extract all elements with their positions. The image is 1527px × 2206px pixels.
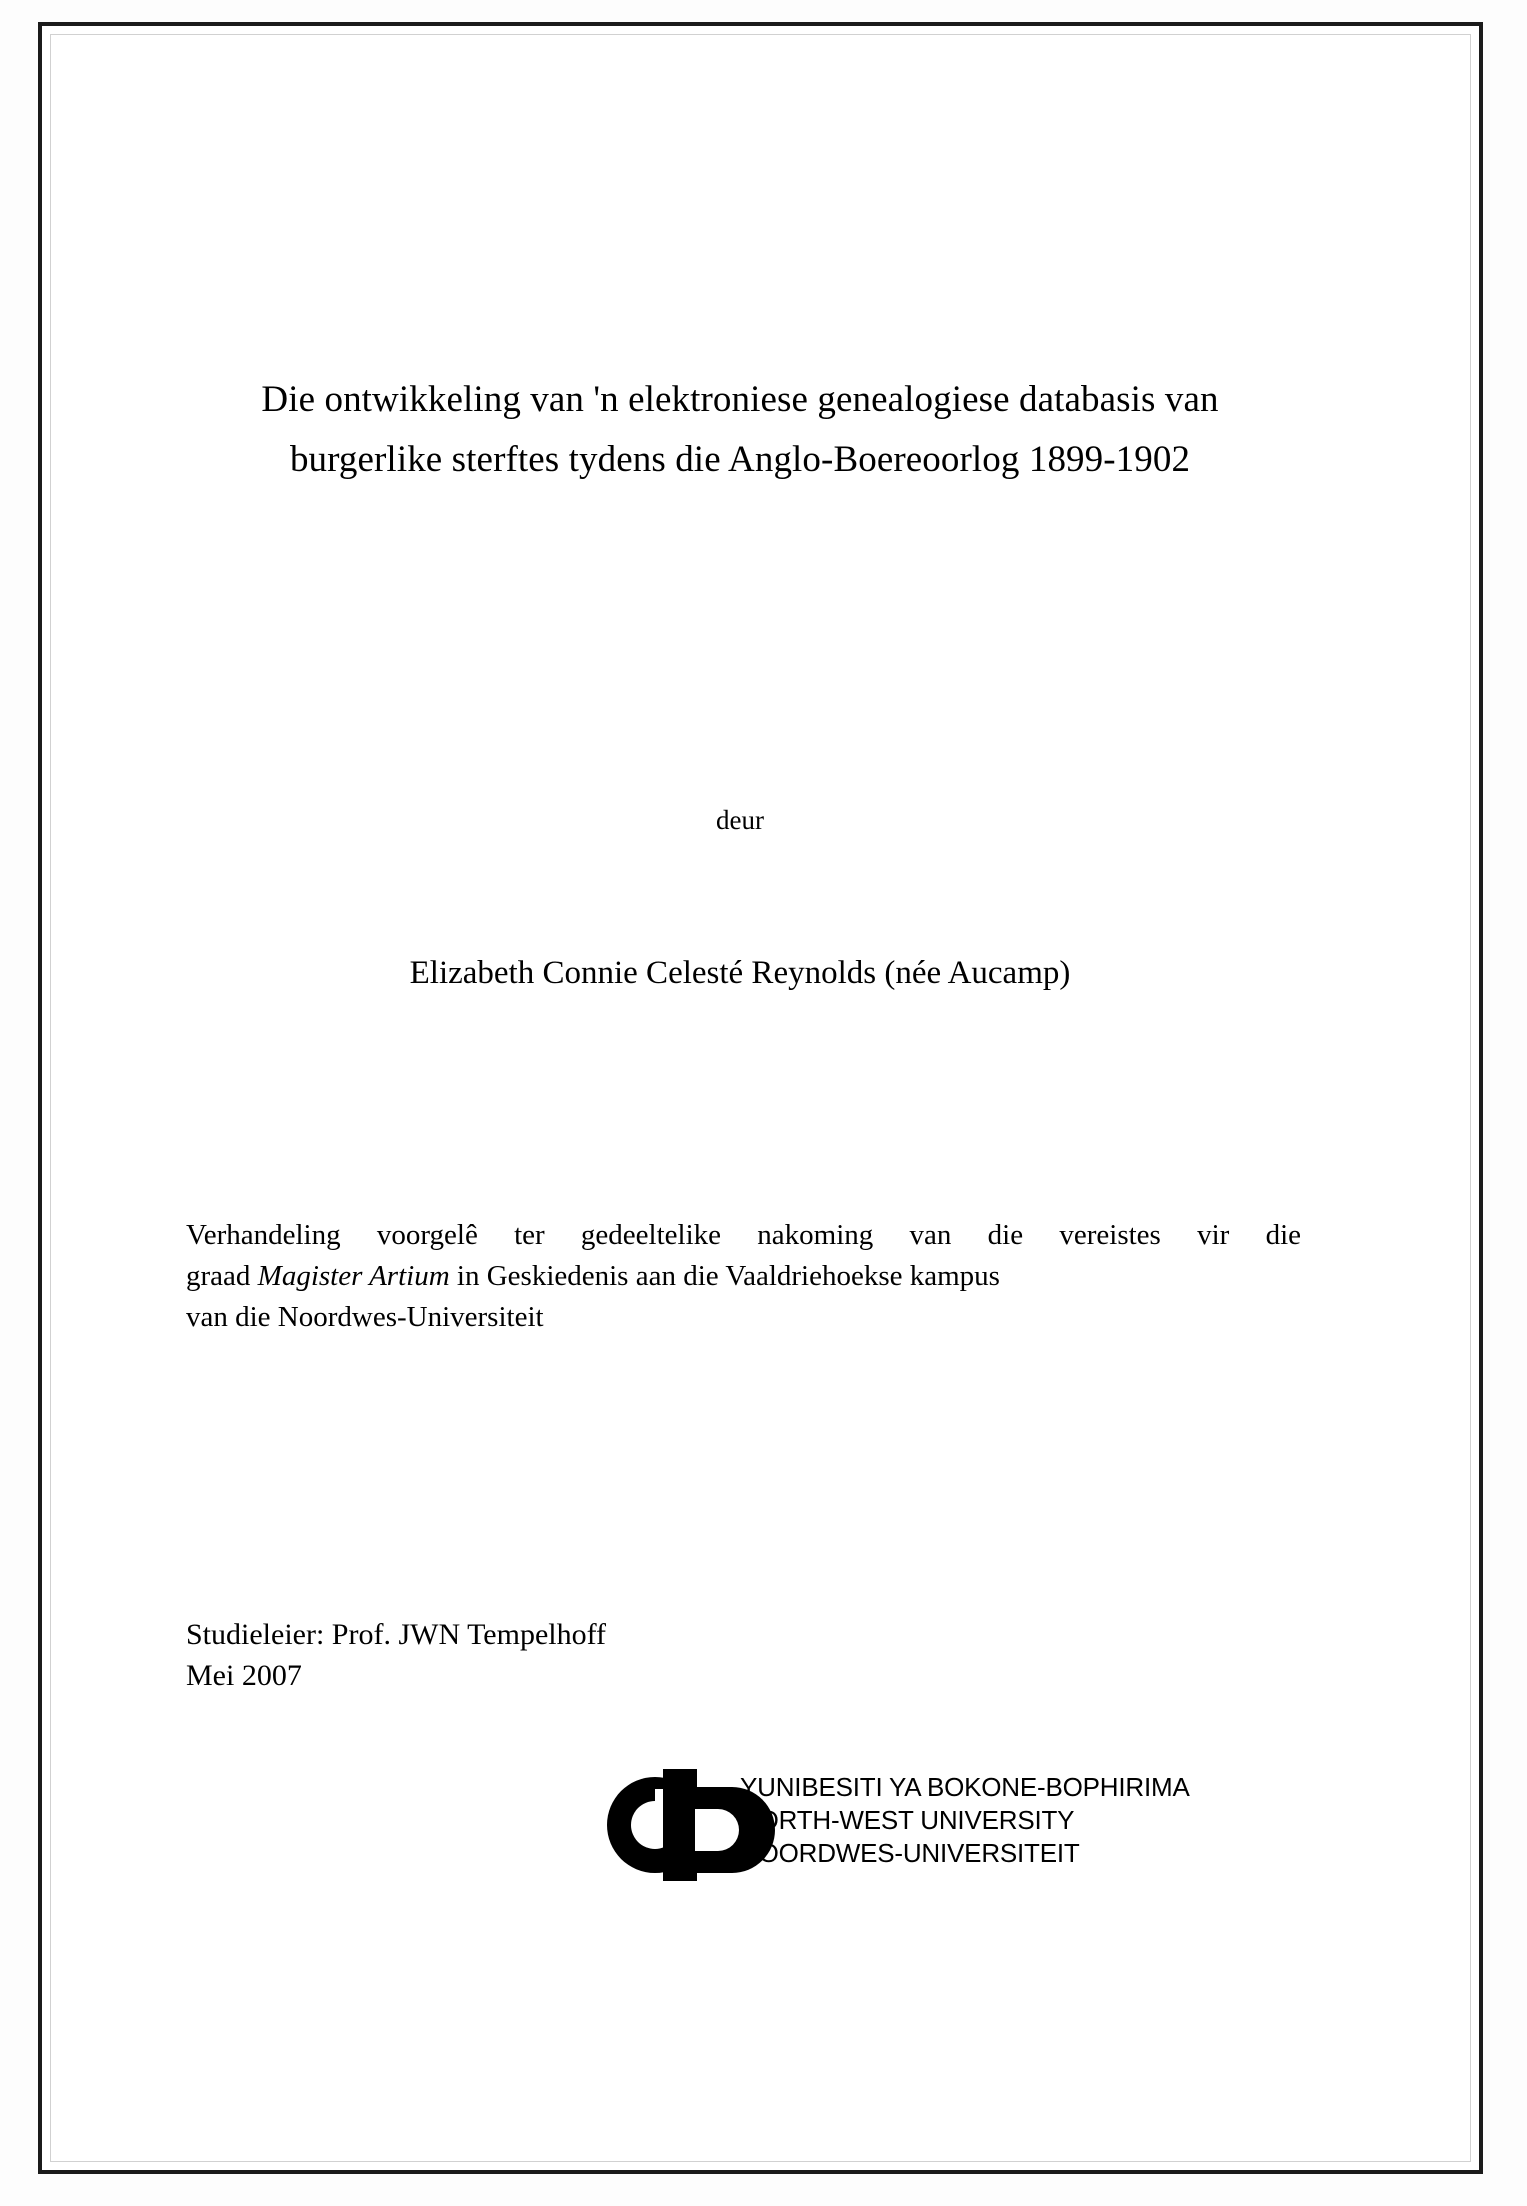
supervisor-line: Studieleier: Prof. JWN Tempelhoff [186,1618,607,1651]
date-line: Mei 2007 [186,1658,302,1692]
degree-statement-line-2-prefix: graad [186,1260,258,1293]
logo-text-line-2: NORTH-WEST UNIVERSITY [740,1804,1075,1835]
title-line-1: Die ontwikkeling van 'n elektroniese genealogiese databasis van [261,379,1219,420]
degree-statement-line-1: Verhandeling voorgelê ter gedeeltelike nakoming van die vereistes vir die [186,1219,1301,1251]
author-name: Elizabeth Connie Celesté Reynolds (née Aucamp) [409,955,1071,991]
title-line-2: burgerlike sterftes tydens die Anglo-Boereoorlog 1899-1902 [289,438,1191,480]
degree-statement-line-2 [186,1256,1301,1297]
degree-name-italic: Magister Artium [257,1260,450,1293]
page-title [185,370,1295,490]
by-label: deur [716,805,764,835]
university-logo [605,1765,1245,1885]
supervisor-block [186,1615,1186,1696]
degree-statement-line-3: van die Noordwes-Universiteit [186,1301,544,1334]
degree-statement [186,1215,1301,1339]
degree-statement-line-2-suffix: in Geskiedenis aan die Vaaldriehoekse kampus [449,1260,1000,1293]
page-content [150,0,1330,2206]
logo-text-line-1: YUNIBESITI YA BOKONE-BOPHIRIMA [740,1772,1190,1802]
university-logo-text [740,1771,1190,1869]
logo-text-line-3: NOORDWES-UNIVERSITEIT [740,1837,1080,1868]
